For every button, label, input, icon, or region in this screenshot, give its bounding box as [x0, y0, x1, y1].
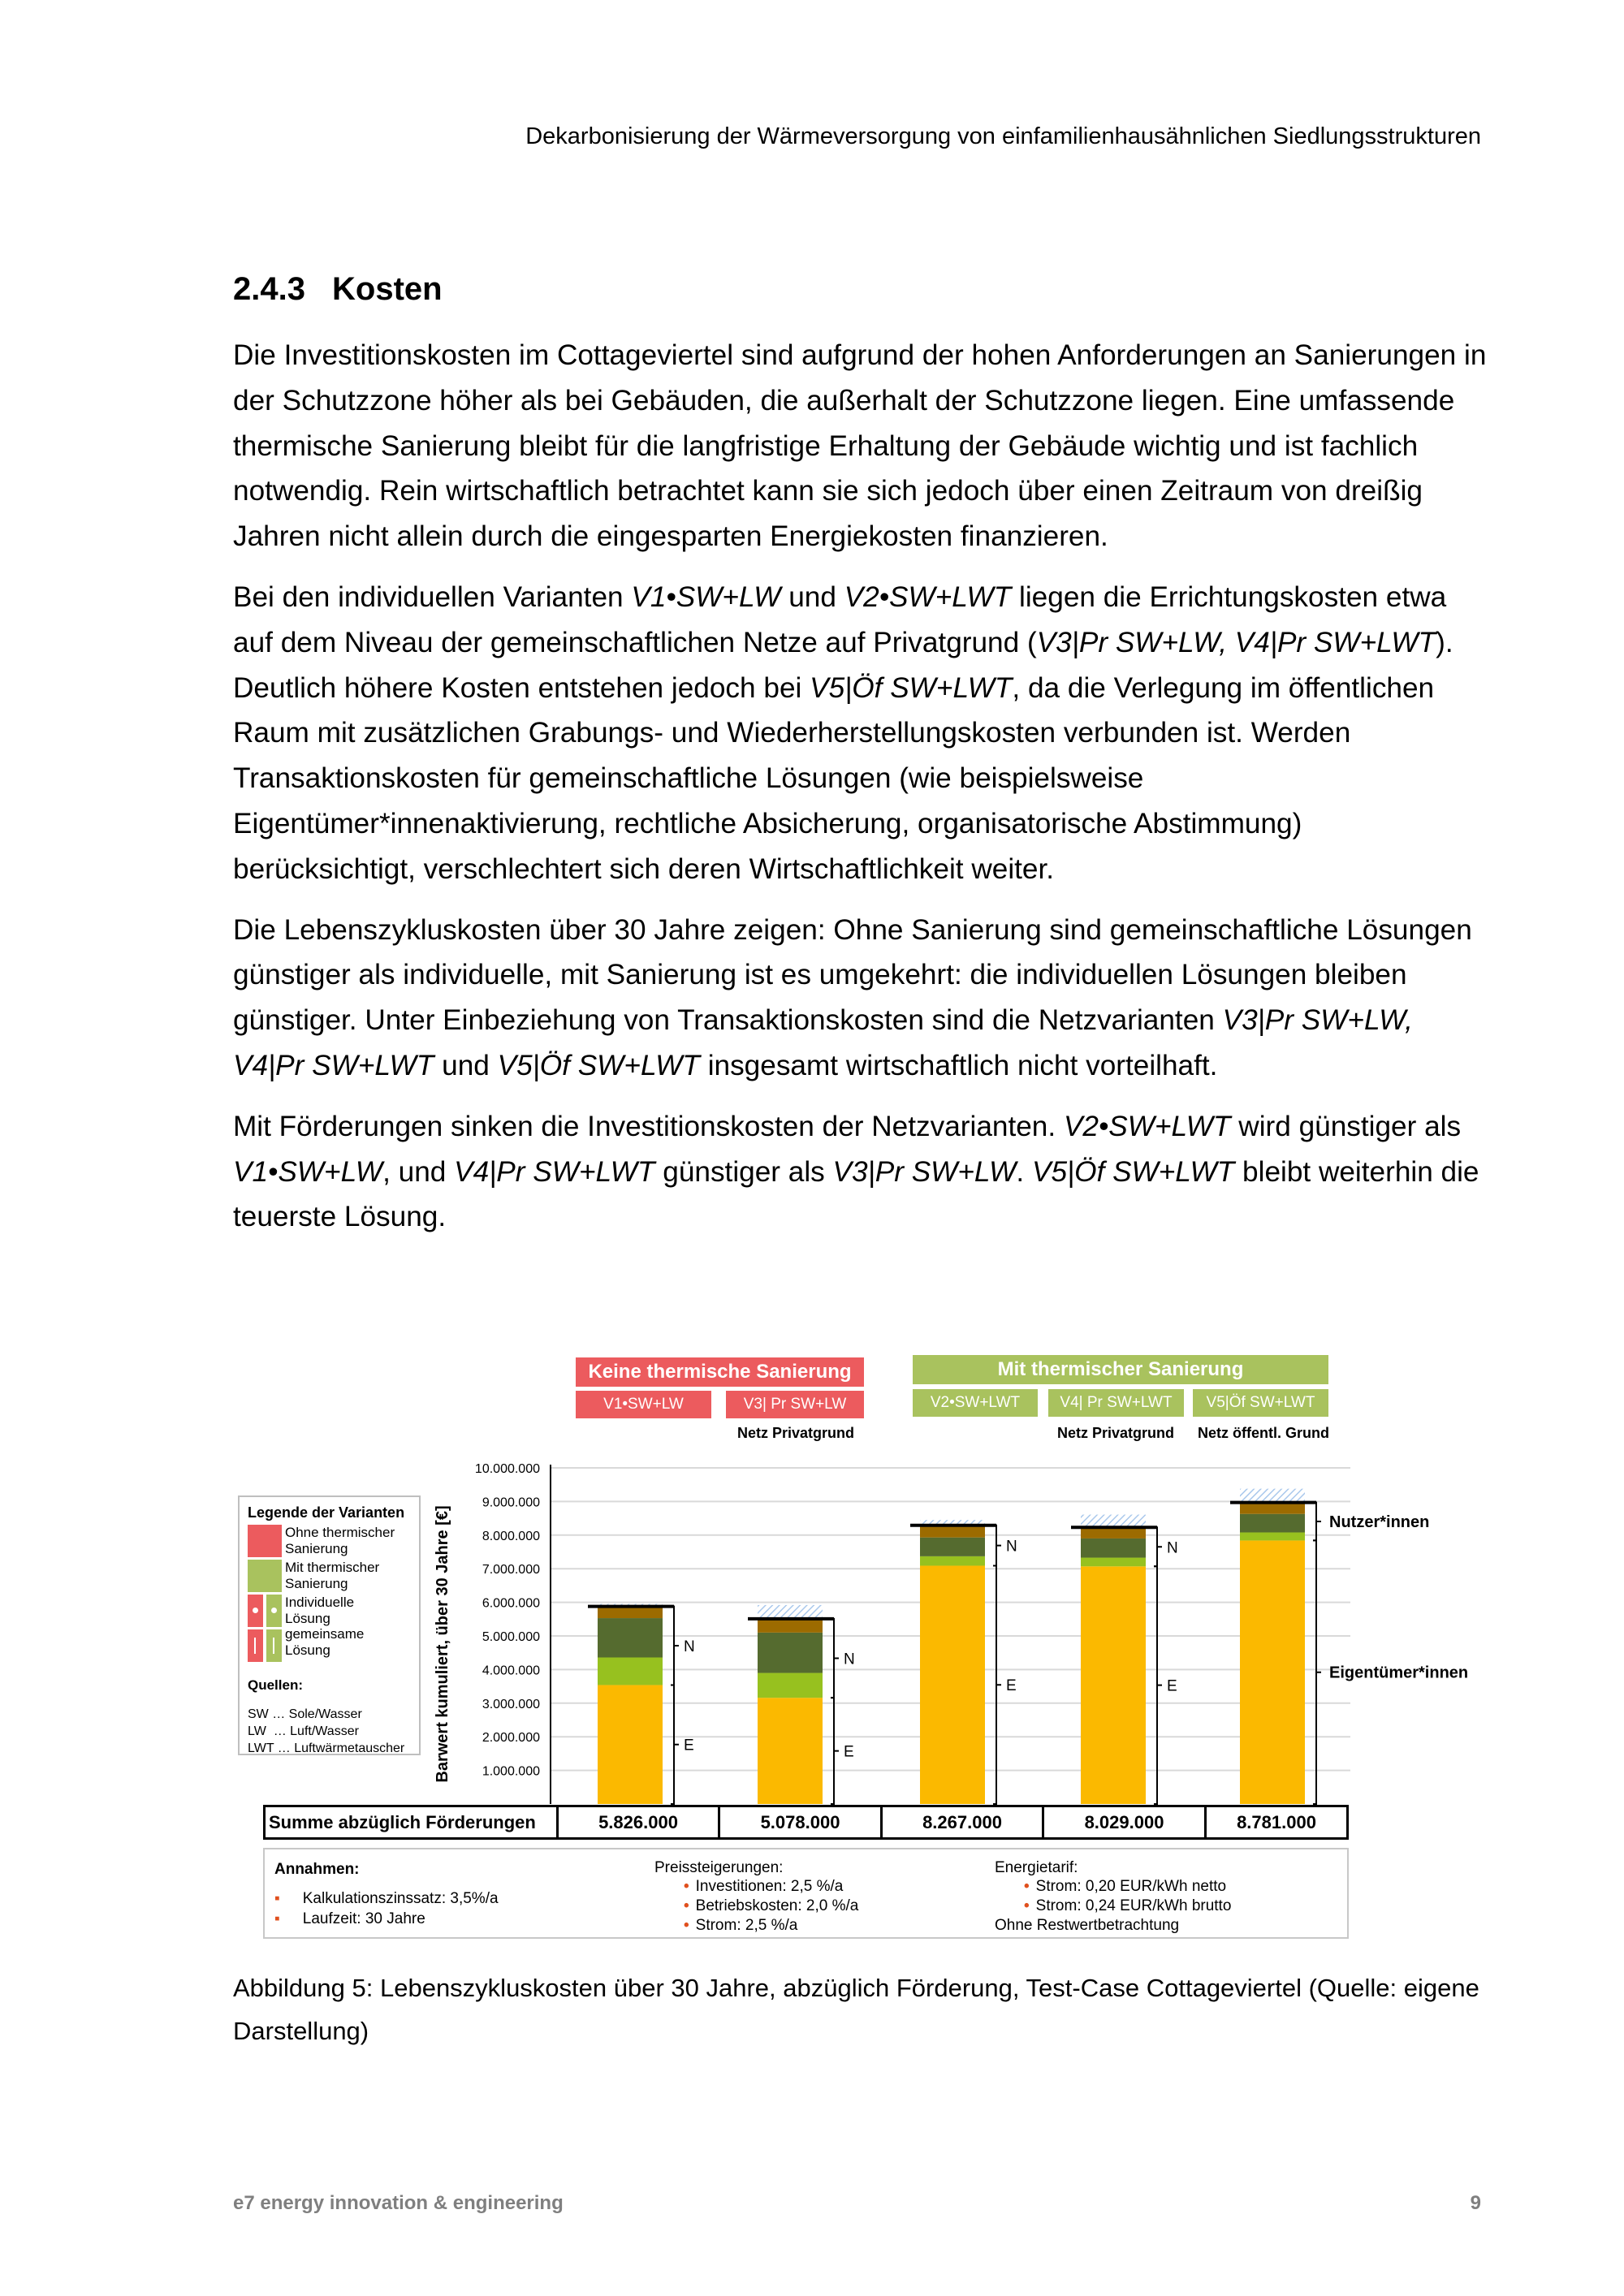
price-text: Investitionen: 2,5 %/a — [695, 1878, 844, 1895]
text-run: und — [434, 1049, 498, 1081]
text-run: ). Deutlich höhere Kosten entstehen jedoch bei — [233, 626, 1453, 704]
variant-header-v4: V4| Pr SW+LWT — [1048, 1389, 1184, 1417]
bar-segment — [1081, 1558, 1146, 1567]
bracket-label-lower: Eigentümer*innen — [1329, 1664, 1469, 1682]
figure-caption: Abbildung 5: Lebenszykluskosten über 30 Jahre, abzüglich Förderung, Test-Case Cottageviertel (Quelle: eigene Darstellung) — [233, 1974, 1479, 2045]
price-item: • Strom: 2,5 %/a — [684, 1917, 798, 1934]
source-sw: SW … Sole/Wasser — [248, 1707, 362, 1721]
bar-segment — [1081, 1539, 1146, 1558]
bar-segment — [758, 1633, 823, 1673]
subsidy-hatch — [758, 1605, 823, 1619]
subsidy-hatch — [1081, 1515, 1146, 1528]
bracket-label-lower: E — [844, 1743, 854, 1761]
text-run: und — [780, 580, 844, 613]
page-number: 9 — [1470, 2192, 1481, 2214]
footer-company: e7 energy innovation & engineering — [233, 2192, 564, 2214]
bar-segment — [920, 1538, 985, 1556]
y-tick-label: 9.000.000 — [482, 1495, 540, 1510]
summary-value: 8.267.000 — [880, 1807, 1042, 1837]
text-run: Die Lebenszykluskosten über 30 Jahre zeigen: Ohne Sanierung sind gemeinschaftliche Lösungen günstiger als individuelle, mit Sanierung ist es umgekehrt: die individuellen Lösungen bleiben günstiger. Unter Einbeziehung von Transaktionskosten sind die Netzvarianten — [233, 913, 1472, 1037]
y-tick-label: 10.000.000 — [474, 1462, 540, 1476]
bar-segment — [1240, 1532, 1305, 1540]
text-run: Die Investitionskosten im Cottageviertel sind aufgrund der hohen Anforderungen an Sanierungen in der Schutzzone höher als bei Gebäuden, die außerhalt der Schutzzone liegen. Eine umfassende thermische Sanierung bleibt für die langfristige Erhaltung der Gebäude wichtig und ist fachlich notwendig. Rein wirtschaftlich betrachtet kann sie sich jedoch über einen Zeitraum von dreißig Jahren nicht allein durch die eingesparten Energiekosten finanzieren. — [233, 339, 1487, 553]
bar-segment — [1081, 1566, 1146, 1804]
tariff-item: • Strom: 0,20 EUR/kWh netto — [1024, 1878, 1227, 1895]
variant-reference: V5|Öf SW+LWT — [497, 1049, 700, 1081]
legend-label: Individuelle Lösung — [285, 1595, 355, 1626]
tariff-text: Strom: 0,20 EUR/kWh netto — [1035, 1878, 1227, 1895]
bracket-lower — [831, 1698, 839, 1804]
bar-segment — [920, 1556, 985, 1566]
price-item: • Betriebskosten: 2,0 %/a — [684, 1897, 859, 1914]
bar-segment — [1240, 1514, 1305, 1533]
bracket-label-lower: E — [684, 1737, 694, 1754]
assumption-item: ▪ Kalkulationszinssatz: 3,5%/a — [274, 1890, 499, 1907]
variant-header-v3: V3| Pr SW+LW — [726, 1391, 864, 1418]
bracket-label-upper: Nutzer*innen — [1329, 1513, 1430, 1532]
price-text: Betriebskosten: 2,0 %/a — [695, 1897, 859, 1914]
source-lwt: LWT … Luftwärmetauscher — [248, 1741, 405, 1755]
tariff-text: Strom: 0,24 EUR/kWh brutto — [1035, 1897, 1232, 1914]
summary-value: 5.826.000 — [556, 1807, 718, 1837]
tariff-title: Energietarif: — [995, 1859, 1078, 1876]
assumptions-box — [263, 1848, 1349, 1939]
assumption-text: Kalkulationszinssatz: 3,5%/a — [302, 1890, 499, 1907]
price-item: • Investitionen: 2,5 %/a — [684, 1878, 844, 1895]
note-v3: Netz Privatgrund — [736, 1425, 855, 1441]
y-axis-title: Barwert kumuliert, über 30 Jahre [€] — [434, 1505, 451, 1783]
assumption-text: Laufzeit: 30 Jahre — [302, 1910, 425, 1927]
bracket-label-upper: N — [1167, 1539, 1178, 1557]
text-run: Bei den individuellen Varianten — [233, 580, 632, 613]
bar-segment — [1081, 1527, 1146, 1539]
running-header: Dekarbonisierung der Wärmeversorgung von einfamilienhausähnlichen Siedlungsstrukturen — [525, 123, 1481, 149]
text-run: , und — [382, 1155, 455, 1188]
subsidy-hatch — [1240, 1489, 1305, 1503]
variant-reference: V3|Pr SW+LW — [832, 1155, 1017, 1188]
y-tick-label: 7.000.000 — [482, 1563, 540, 1577]
y-tick-label: 6.000.000 — [482, 1596, 540, 1611]
assumption-item: ▪ Laufzeit: 30 Jahre — [274, 1910, 425, 1927]
bracket-upper — [671, 1607, 679, 1685]
text-run: . — [1016, 1155, 1032, 1188]
bar-segment — [758, 1698, 823, 1804]
section-title: Kosten — [332, 271, 443, 307]
bracket-lower — [1313, 1540, 1321, 1804]
legend-label: Mit thermischer Sanierung — [285, 1560, 380, 1591]
group-header-no-renovation: Keine thermische Sanierung — [576, 1357, 864, 1387]
bracket-upper — [831, 1619, 839, 1698]
variant-reference: V3|Pr SW+LW, V4|Pr SW+LWT — [233, 1004, 1413, 1081]
bracket-lower — [993, 1565, 1001, 1804]
text-run: wird günstiger als — [1230, 1110, 1462, 1142]
variant-reference: V4|Pr SW+LWT — [454, 1155, 655, 1188]
bar-segment — [758, 1619, 823, 1633]
group-header-with-renovation: Mit thermischer Sanierung — [913, 1355, 1328, 1384]
legend-title: Legende der Varianten — [248, 1504, 405, 1521]
variant-header-v1: V1•SW+LW — [576, 1391, 711, 1418]
variant-reference: V5|Öf SW+LWT — [810, 671, 1013, 704]
source-lw: LW … Luft/Wasser — [248, 1724, 359, 1738]
variant-reference: V1•SW+LW — [631, 580, 781, 613]
tariff-note: Ohne Restwertbetrachtung — [995, 1917, 1180, 1934]
bar-segment — [920, 1526, 985, 1538]
summary-value: 8.781.000 — [1204, 1807, 1346, 1837]
y-tick-label: 2.000.000 — [482, 1731, 540, 1746]
text-run: bleibt weiterhin die teuerste Lösung. — [233, 1155, 1479, 1233]
y-tick-label: 3.000.000 — [482, 1697, 540, 1711]
text-run: liegen die Errichtungskosten etwa auf dem Niveau der gemeinschaftlichen Netze auf Privatgrund ( — [233, 580, 1447, 658]
variant-header-v2: V2•SW+LWT — [913, 1389, 1038, 1417]
bracket-label-upper: N — [684, 1638, 695, 1656]
text-run: insgesamt wirtschaftlich nicht vorteilhaft. — [699, 1049, 1218, 1081]
sources-title: Quellen: — [248, 1677, 304, 1693]
variant-reference: V2•SW+LWT — [1063, 1110, 1231, 1142]
variant-header-v5: V5|Öf SW+LWT — [1193, 1389, 1328, 1417]
variant-reference: V1•SW+LW — [233, 1155, 383, 1188]
price-text: Strom: 2,5 %/a — [695, 1917, 798, 1934]
summary-value: 5.078.000 — [718, 1807, 880, 1837]
bracket-upper — [993, 1526, 1001, 1566]
bracket-upper — [1154, 1527, 1162, 1566]
bar-segment — [1240, 1540, 1305, 1804]
bar-segment — [598, 1685, 663, 1804]
summary-label: Summe abzüglich Förderungen — [269, 1811, 536, 1832]
note-v4: Netz Privatgrund — [1056, 1425, 1175, 1441]
y-tick-label: 5.000.000 — [482, 1630, 540, 1644]
bar-segment — [1240, 1503, 1305, 1514]
bar-segment — [758, 1673, 823, 1698]
bracket-label-lower: E — [1006, 1677, 1017, 1695]
y-tick-label: 8.000.000 — [482, 1529, 540, 1543]
bracket-label-upper: N — [1006, 1538, 1017, 1556]
tariff-item: • Strom: 0,24 EUR/kWh brutto — [1024, 1897, 1232, 1914]
bracket-label-upper: N — [844, 1651, 855, 1668]
variant-reference: V3|Pr SW+LW, V4|Pr SW+LWT — [1036, 626, 1436, 658]
text-run: , da die Verlegung im öffentlichen Raum mit zusätzlichen Grabungs- und Wiederherstellungskosten verbunden ist. Werden Transaktionskosten für gemeinschaftliche Lösungen (wie beispielsweise Eigentümer*innenaktivierung, rechtliche Absicherung, organisatorische Abstimmung) berücksichtigt, verschlechtert sich deren Wirtschaftlichkeit weiter. — [233, 671, 1435, 885]
assumptions-title: Annahmen: — [274, 1861, 360, 1878]
note-v5: Netz öffentl. Grund — [1198, 1425, 1329, 1441]
price-title: Preissteigerungen: — [654, 1859, 784, 1876]
summary-row — [263, 1805, 1349, 1840]
bar-segment — [598, 1618, 663, 1657]
summary-value: 8.029.000 — [1042, 1807, 1204, 1837]
section-number: 2.4.3 — [233, 271, 305, 307]
bar-segment — [920, 1565, 985, 1804]
text-run: günstiger als — [654, 1155, 833, 1188]
legend-label: gemeinsame Lösung — [285, 1626, 365, 1658]
bracket-label-lower: E — [1167, 1677, 1177, 1695]
legend-label: Ohne thermischer Sanierung — [285, 1525, 395, 1556]
y-tick-label: 4.000.000 — [482, 1664, 540, 1678]
bar-segment — [598, 1607, 663, 1618]
text-run: Mit Förderungen sinken die Investitionskosten der Netzvarianten. — [233, 1110, 1064, 1142]
variant-reference: V5|Öf SW+LWT — [1031, 1155, 1235, 1188]
variant-reference: V2•SW+LWT — [844, 580, 1012, 613]
bar-segment — [598, 1657, 663, 1685]
y-tick-label: 1.000.000 — [482, 1764, 540, 1779]
